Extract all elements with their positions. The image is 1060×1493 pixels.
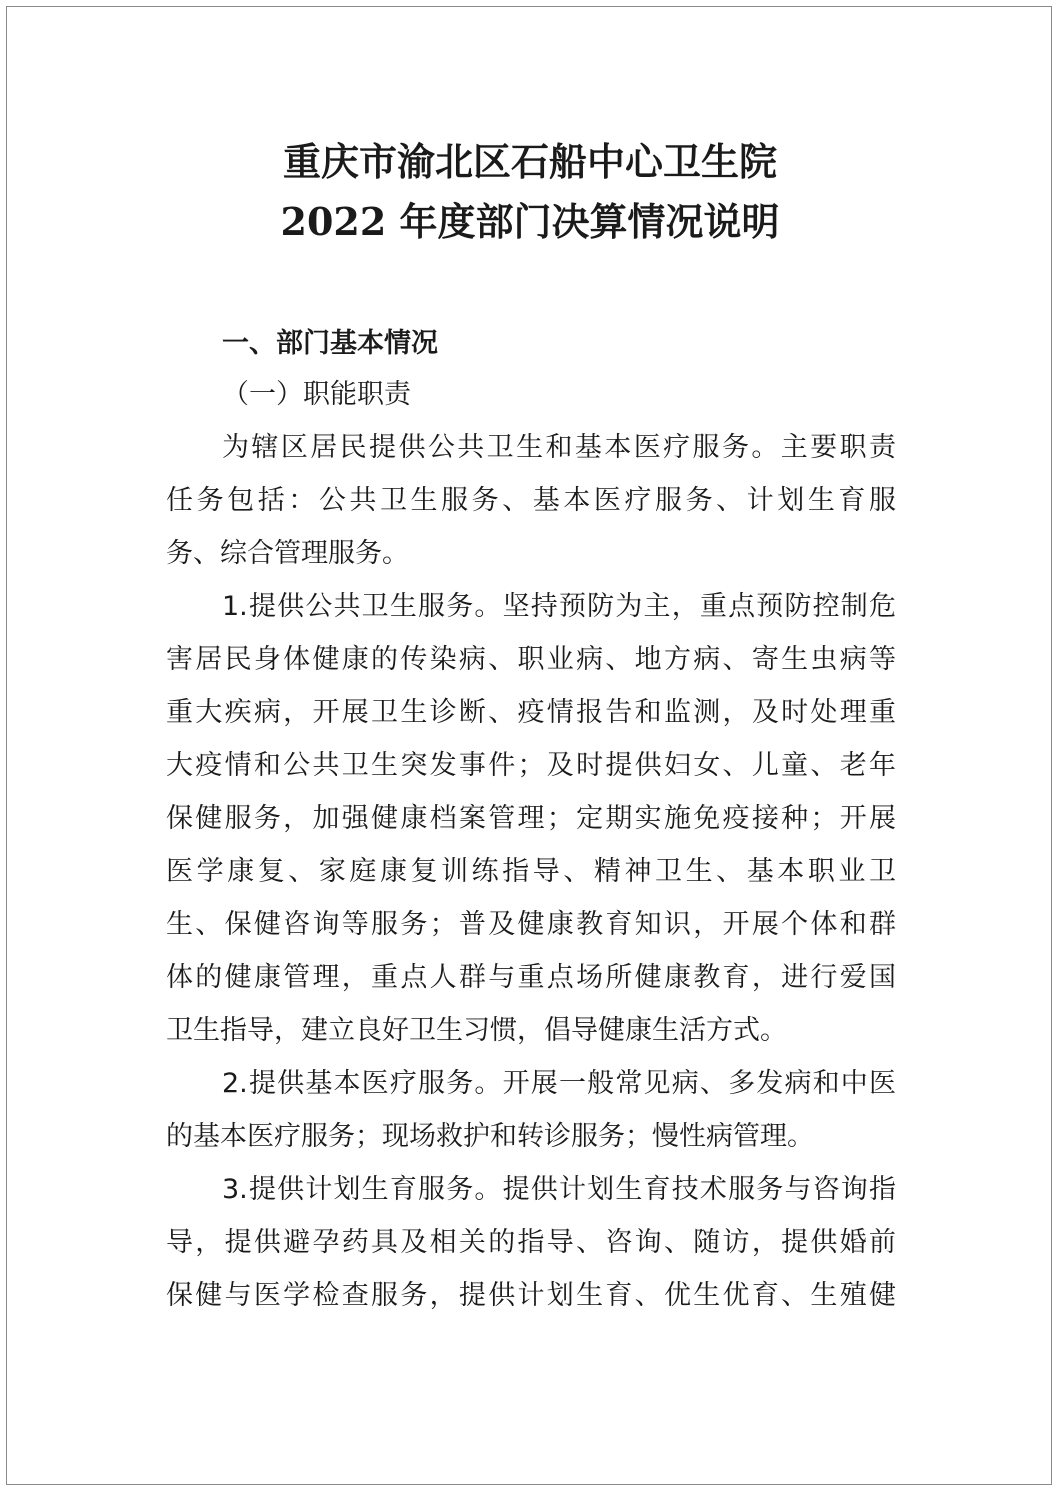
paragraph-line: 的基本医疗服务；现场救护和转诊服务；慢性病管理。 (166, 1121, 814, 1152)
paragraph-line: 卫生指导，建立良好卫生习惯，倡导健康生活方式。 (166, 1015, 787, 1046)
paragraph-line: 医学康复、家庭康复训练指导、精神卫生、基本职业卫 (166, 856, 896, 887)
document-title-line-1: 重庆市渝北区石船中心卫生院 (282, 139, 777, 184)
paragraph-line: 重大疾病，开展卫生诊断、疫情报告和监测，及时处理重 (166, 697, 896, 728)
paragraph-line: 生、保健咨询等服务；普及健康教育知识，开展个体和群 (166, 909, 896, 940)
subsection-heading: （一）职能职责 (222, 379, 411, 410)
paragraph-line: 保健服务，加强健康档案管理；定期实施免疫接种；开展 (166, 803, 896, 834)
paragraph-line: 1.提供公共卫生服务。坚持预防为主，重点预防控制危 (222, 591, 896, 622)
paragraph-line: 务、综合管理服务。 (166, 538, 409, 569)
paragraph-line: 任务包括：公共卫生服务、基本医疗服务、计划生育服 (166, 485, 896, 516)
paragraph-line: 保健与医学检查服务，提供计划生育、优生优育、生殖健 (166, 1280, 896, 1311)
paragraph-line: 为辖区居民提供公共卫生和基本医疗服务。主要职责 (222, 432, 896, 463)
paragraph-line: 体的健康管理，重点人群与重点场所健康教育，进行爱国 (166, 962, 896, 993)
paragraph-line: 3.提供计划生育服务。提供计划生育技术服务与咨询指 (222, 1174, 896, 1205)
section-heading: 一、部门基本情况 (222, 328, 438, 359)
paragraph-line: 2.提供基本医疗服务。开展一般常见病、多发病和中医 (222, 1068, 896, 1099)
paragraph-line: 大疫情和公共卫生突发事件；及时提供妇女、儿童、老年 (166, 750, 896, 781)
paragraph-line: 害居民身体健康的传染病、职业病、地方病、寄生虫病等 (166, 644, 896, 675)
document-title-line-2: 2022 年度部门决算情况说明 (280, 199, 780, 244)
paragraph-line: 导，提供避孕药具及相关的指导、咨询、随访，提供婚前 (166, 1227, 896, 1258)
